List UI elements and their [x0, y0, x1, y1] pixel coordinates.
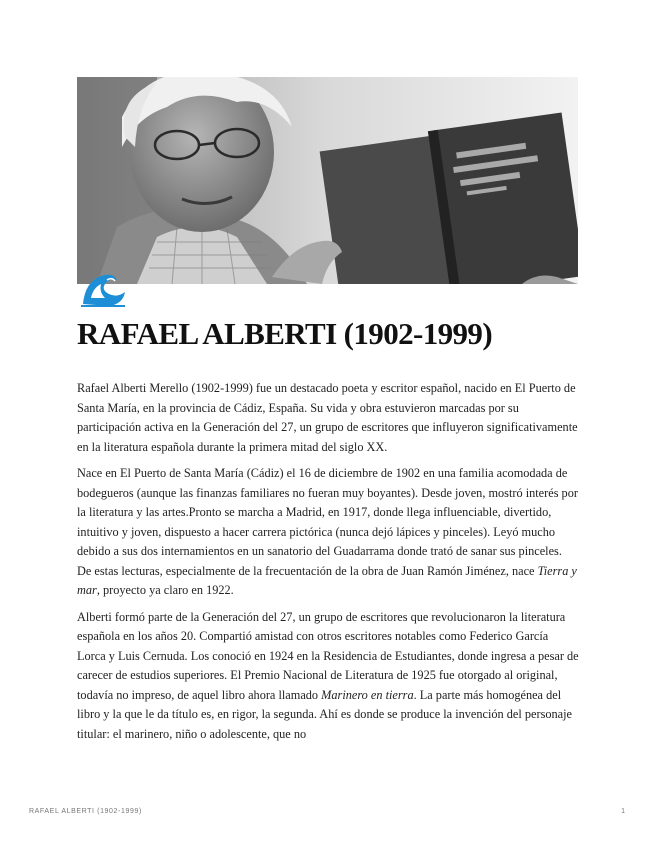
- page-number: 1: [621, 808, 625, 815]
- paragraph-2: [77, 464, 579, 601]
- portrait-photo: [77, 77, 578, 284]
- paragraph-3: [77, 608, 579, 745]
- wave-logo-icon: [79, 268, 127, 308]
- article-body: [77, 379, 579, 751]
- page-title: RAFAEL ALBERTI (1902-1999): [77, 316, 493, 351]
- paragraph-1: [77, 379, 579, 457]
- running-footer-title: RAFAEL ALBERTI (1902-1999): [29, 808, 142, 815]
- paragraph-text: . La parte más homogénea del libro y la que le da título es, en rigor, la segunda. Ahí es donde se produce la invención del personaje titular: el marinero, niño o adolescente, que no: [77, 687, 572, 741]
- book-title: Tierra y mar: [77, 563, 577, 597]
- paragraph-text: Nace en El Puerto de Santa María (Cádiz) el 16 de diciembre de 1902 en una familia acomodada de bodegueros (aunque las finanzas familiares no fueran muy boyantes). Desde joven, mostró interés por la literatura y las artes.Pronto se marcha a Madrid, en 1917, donde llega influenciable, divertido, intuitivo y joven, dispuesto a hacer carrera pictórica (nunca dejó lápices y pinceles). Leyó mucho debido a sus dos internamientos en un sanatorio del Guadarrama donde trató de sanar sus pinceles. De estas lecturas, especialmente de la frecuentación de la obra de Juan Ramón Jiménez, nace: [77, 466, 578, 578]
- hero-photo: [77, 77, 578, 284]
- paragraph-text: Rafael Alberti Merello (1902-1999) fue un destacado poeta y escritor español, nacido en El Puerto de Santa María, en la provincia de Cádiz, España. Su vida y obra estuvieron marcadas por su participación activa en la Generación del 27, un grupo de escritores que influyeron significativamente en la literatura española durante la primera mitad del siglo XX.: [77, 381, 578, 454]
- book-title: Marinero en tierra: [321, 687, 414, 702]
- paragraph-text: , proyecto ya claro en 1922.: [96, 583, 234, 597]
- paragraph-text: Alberti formó parte de la Generación del 27, un grupo de escritores que revolucionaron la literatura española en los años 20. Compartió amistad con otros escritores notables como Federico García Lorca y Luis Cernuda. Los conoció en 1924 en la Residencia de Estudiantes, donde ingresa a pesar de carecer de estudios superiores. El Premio Nacional de Literatura de 1925 fue otorgado al original, todavía no impreso, de aquel libro ahora llamado: [77, 609, 579, 702]
